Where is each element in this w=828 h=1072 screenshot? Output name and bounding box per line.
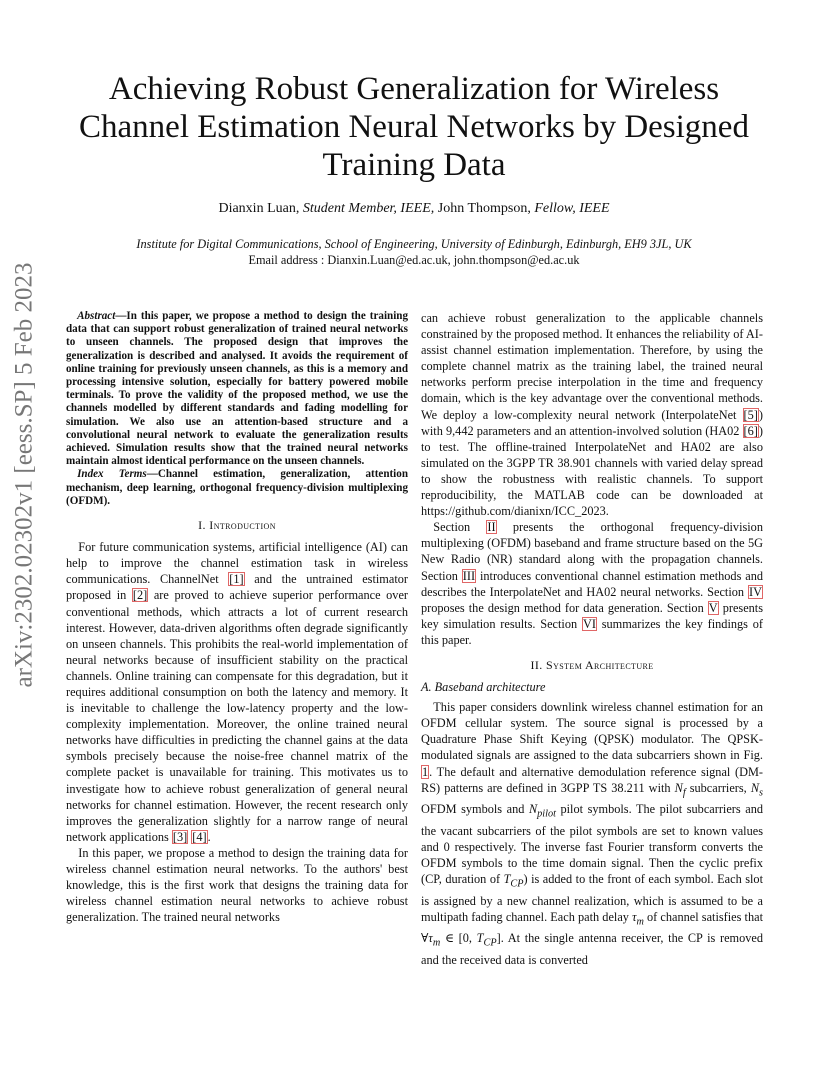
math-subscript: m xyxy=(432,937,441,949)
affiliation: Institute for Digital Communications, School of Engineering, University of Edinburgh, Edinburgh, EH9 3JL, UK xyxy=(136,237,692,251)
text-run: can achieve robust generalization to the applicable channels constrained by the proposed method. It enhances the reliability of AI-assist channel estimation implementation. Therefore, by using the complete channel matrix as the training label, the trained neural networks perform precise interpolation in the time and frequency domain, which is the key advantage over the conventional methods. We deploy a low-complexity neural network (InterpolateNet xyxy=(421,311,763,422)
author-1-role: Student Member, IEEE, xyxy=(302,201,435,216)
text-run: proposes the design method for data generation. Section xyxy=(421,600,708,615)
intro-paragraph-3 xyxy=(421,519,763,648)
text-run: pilot symbols. The pilot subcarriers and the vacant subcarriers of the pilot symbols are set to known values and 0 respectively. The inverse fast Fourier transform converts the OFDM symbols to the time domain signal. Then the cyclic prefix (CP, duration of xyxy=(421,802,763,886)
arxiv-side-identifier xyxy=(4,262,44,688)
citation-link-3[interactable]: [3] xyxy=(172,829,188,844)
author-1-name: Dianxin Luan, xyxy=(218,201,300,216)
index-terms xyxy=(66,468,408,508)
citation-link-6[interactable]: [6] xyxy=(743,423,758,438)
email-line: Email address : Dianxin.Luan@ed.ac.uk, john.thompson@ed.ac.uk xyxy=(248,253,580,267)
text-run: ) is added to the front of each symbol. Each slot is assigned by a new channel realization, which is assumed to be a multipath fading channel. Each path delay xyxy=(421,872,763,924)
text-run: are proved to achieve superior performance over conventional methods, which attracts a lot of current research interest. However, data-driven algorithms often degrade significantly on unseen channels. This prohibits the real-world implementation of neural networks because of insufficient stability on the practical channels. Online training can compensate for this degradation, but it requires additional consumption on both the latency and memory. It is inevitable to challenge the low-latency property and the low-complexity implementation. Moreover, the online trained neural networks have difficulties in predicting the channel gains at the data symbols precisely because the noise-free channel matrix of the complete packet is unavailable for training. This motivates us to investigate how to achieve robust generalization of general neural networks for channel estimation. However, the recent research only improves the generalization slightly for a narrow range of neural network applications xyxy=(66,588,409,844)
citation-link-2[interactable]: [2] xyxy=(132,588,148,603)
text-run: presents key simulation results. Section xyxy=(421,600,763,631)
text-run: of channel satisfies that ∀ xyxy=(421,909,763,946)
arxiv-id-text: arXiv:2302.02302v1 [eess.SP] 5 Feb 2023 xyxy=(10,262,38,688)
math-symbol: τ xyxy=(428,931,433,946)
text-run: presents the orthogonal frequency-division multiplexing (OFDM) baseband and frame structure based on the 5G New Radio (NR) standard along with the propagation channels. Section xyxy=(421,520,763,583)
math-symbol: T xyxy=(476,931,484,946)
citation-link-5[interactable]: [5] xyxy=(743,407,758,422)
text-run: . The default and alternative demodulation reference signal (DM-RS) patterns are defined in 3GPP TS 38.211 with xyxy=(421,764,763,795)
math-subscript: f xyxy=(682,787,686,799)
affiliation-block xyxy=(60,236,768,268)
math-symbol: N xyxy=(750,780,760,795)
text-run: summarizes the key findings of this paper. xyxy=(421,616,763,647)
abstract xyxy=(66,310,408,468)
text-run: and the untrained estimator proposed in xyxy=(66,572,408,603)
abstract-label: Abstract xyxy=(77,310,116,322)
math-symbol: τ xyxy=(632,909,637,924)
section-link-2[interactable]: II xyxy=(487,520,496,535)
section-link-4[interactable]: IV xyxy=(749,584,762,599)
citation-link-4[interactable]: [4] xyxy=(192,829,207,844)
figure-link-1[interactable]: 1 xyxy=(422,764,429,779)
math-subscript: CP xyxy=(510,878,524,890)
intro-paragraph-2-continued xyxy=(421,310,763,519)
section-heading-system-architecture: II. System Architecture xyxy=(530,657,654,672)
math-subscript: CP xyxy=(483,937,497,949)
author-2-role: Fellow, IEEE xyxy=(534,201,610,216)
left-column xyxy=(66,310,408,925)
text-run: . xyxy=(207,829,211,844)
math-subscript: pilot xyxy=(537,808,556,820)
text-run: ]. At the single antenna receiver, the CP is removed and the received data is converted xyxy=(421,931,763,967)
math-symbol: N xyxy=(528,802,538,817)
subsection-heading-baseband: A. Baseband architecture xyxy=(421,680,546,695)
right-column xyxy=(421,310,763,968)
author-line xyxy=(60,201,768,217)
author-2-name: John Thompson, xyxy=(437,201,531,216)
intro-paragraph-2: In this paper, we propose a method to design the training data for wireless channel estimation neural networks. To the authors' best knowledge, this is the first work that designs the training data for wireless channel estimation neural networks to achieve robust generalization. The trained neural networks xyxy=(66,845,408,925)
math-symbol: N xyxy=(674,780,683,795)
paper-title: Achieving Robust Generalization for Wireless Channel Estimation Neural Networks by Designed Training Data xyxy=(79,71,749,183)
math-subscript: m xyxy=(636,916,644,928)
intro-paragraph-1 xyxy=(66,539,408,845)
index-terms-label: Index Terms xyxy=(77,468,147,481)
index-terms-text: —Channel estimation, generalization, attention mechanism, deep learning, orthogonal frequency-division multiplexing (OFDM). xyxy=(66,468,408,507)
text-run: ) to test. The offline-trained InterpolateNet and HA02 are also simulated on the 3GPP TR 38.901 channels with varied delay spread to show the robustness with realistic channels. To support reproducibility, the MATLAB code can be downloaded at https://github.com/dianixn/ICC_2023. xyxy=(421,423,763,519)
section-link-6[interactable]: VI xyxy=(582,616,596,631)
text-run: Section xyxy=(433,520,487,535)
text-run: ∈ [0, xyxy=(440,931,477,946)
text-run: introduces conventional channel estimation methods and describes the InterpolateNet and HA02 neural networks. Section xyxy=(421,568,763,599)
text-run: For future communication systems, artificial intelligence (AI) can help to improve the channel estimation task in wireless communications. ChannelNet xyxy=(66,540,408,587)
math-subscript: s xyxy=(759,787,764,799)
text-run: This paper considers downlink wireless channel estimation for an OFDM cellular system. The source signal is processed by a Quadrature Phase Shift Keying (QPSK) modulator. The QPSK-modulated signals are assigned to the data subcarriers shown in Fig. xyxy=(421,700,763,763)
citation-link-1[interactable]: [1] xyxy=(229,572,244,587)
abstract-text: —In this paper, we propose a method to design the training data that can support robust generalization of trained neural networks to unseen channels. The proposed design that improves the generalization is described and analysed. It avoids the requirement of online training for previously unseen channels, as this is a memory and processing intensive solution, especially for battery powered mobile terminals. To prove the validity of the proposed method, we use the channels modelled by different standards and fading modelling for simulation. We also use an attention-based structure and a convolutional neural network to evaluate the generalization results achieved. Simulation results show that the trained neural networks maintain almost identical performance on the unseen channels. xyxy=(66,310,408,468)
section-heading-introduction: I. Introduction xyxy=(198,518,276,533)
text-run: subcarriers, xyxy=(685,780,751,795)
text-run: ) with 9,442 parameters and an attention-involved solution (HA02 xyxy=(421,407,763,438)
math-symbol: T xyxy=(503,872,511,886)
baseband-paragraph xyxy=(421,699,763,968)
section-link-3[interactable]: III xyxy=(462,568,476,583)
section-link-5[interactable]: V xyxy=(708,600,718,615)
text-run: OFDM symbols and xyxy=(421,802,529,817)
